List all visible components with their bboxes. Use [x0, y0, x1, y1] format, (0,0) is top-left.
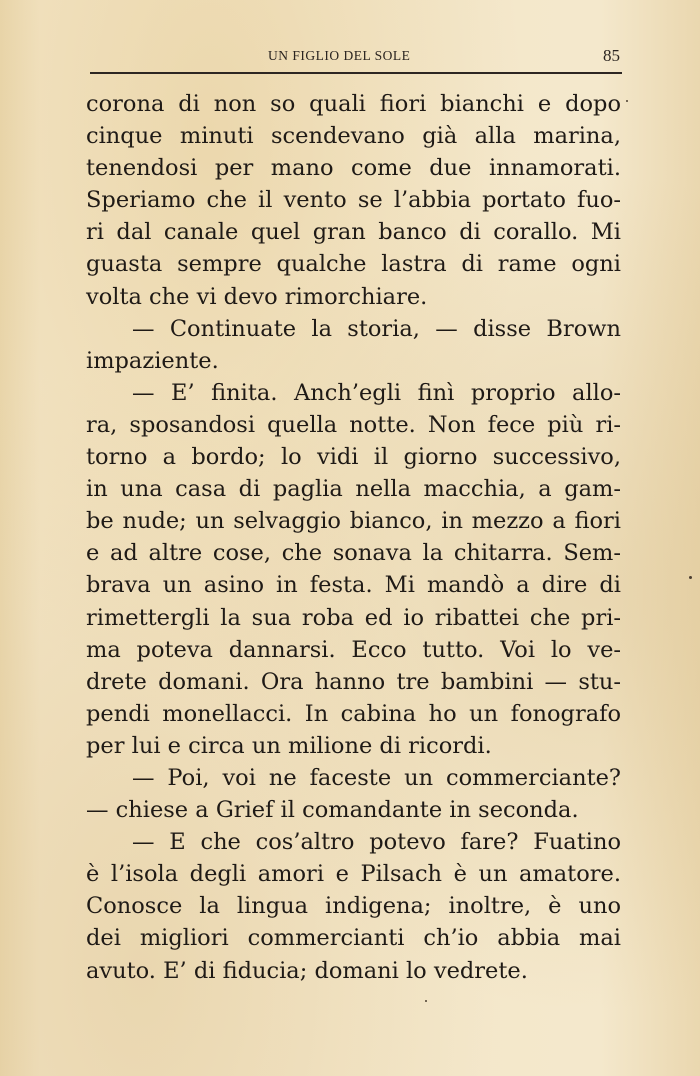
text-line: — Poi, voi ne faceste un commerciante? — [132, 764, 621, 791]
text-line: corona di non so quali fiori bianchi e dopo — [86, 91, 621, 117]
body-text — [86, 84, 621, 983]
text-line: — E che cos’altro potevo fare? Fuatino — [132, 829, 621, 856]
paper-speck — [626, 100, 628, 102]
text-line: avuto. E’ di fiducia; domani lo vedrete. — [86, 957, 528, 984]
paper-speck — [425, 1000, 427, 1002]
text-line: brava un asino in festa. Mi mandò a dire di — [86, 572, 621, 599]
text-line: impaziente. — [86, 347, 219, 374]
text-line: pendi monellacci. In cabina ho un fonografo — [86, 700, 621, 727]
paper-speck — [689, 576, 692, 579]
text-line: cinque minuti scendevano già alla marina, — [86, 123, 621, 150]
text-line: ma poteva dannarsi. Ecco tutto. Voi lo ve- — [86, 636, 621, 663]
text-line: volta che vi devo rimorchiare. — [86, 283, 428, 310]
text-line: per lui e circa un milione di ricordi. — [86, 732, 492, 759]
text-line: — Continuate la storia, — disse Brown — [132, 315, 621, 342]
text-line: è l’isola degli amori e Pilsach è un amatore. — [86, 861, 621, 888]
text-line: torno a bordo; lo vidi il giorno successivo, — [86, 444, 621, 471]
text-line: guasta sempre qualche lastra di rame ogni — [86, 251, 621, 278]
text-line: dei migliori commercianti ch’io abbia mai — [86, 925, 621, 952]
text-line: e ad altre cose, che sonava la chitarra. Sem- — [86, 540, 621, 567]
text-line: Conosce la lingua indigena; inoltre, è uno — [86, 893, 621, 920]
page-number: 85 — [603, 46, 620, 65]
text-line: — E’ finita. Anch’egli finì proprio allo- — [132, 379, 621, 406]
text-line: ra, sposandosi quella notte. Non fece più ri- — [86, 411, 621, 438]
text-line: Speriamo che il vento se l’abbia portato fuo- — [86, 187, 621, 214]
text-line: ri dal canale quel gran banco di corallo. Mi — [86, 219, 621, 246]
text-line: drete domani. Ora hanno tre bambini — stu- — [86, 668, 621, 695]
text-line: in una casa di paglia nella macchia, a gam- — [86, 476, 621, 503]
text-line: rimettergli la sua roba ed io ribattei che pri- — [86, 604, 621, 631]
text-line: tenendosi per mano come due innamorati. — [86, 155, 621, 182]
running-title: UN FIGLIO DEL SOLE — [268, 48, 411, 63]
text-line: be nude; un selvaggio bianco, in mezzo a fiori — [86, 508, 621, 535]
text-line: — chiese a Grief il comandante in seconda. — [86, 797, 579, 824]
header-rule — [90, 72, 622, 74]
